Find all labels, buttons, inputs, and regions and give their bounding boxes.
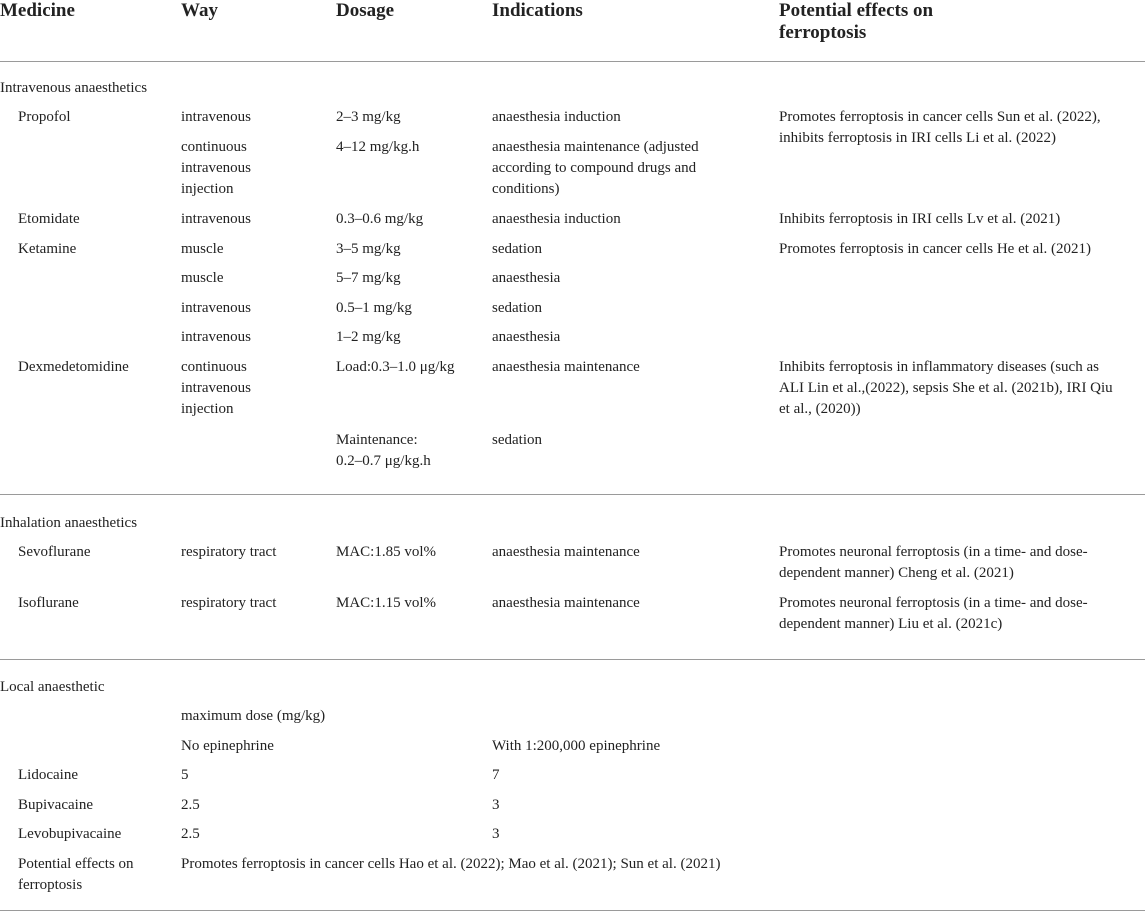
etomidate-effect: Inhibits ferroptosis in IRI cells Lv et al. (2021) — [779, 211, 1061, 227]
etomidate-way: intravenous — [181, 211, 251, 227]
dex-way-line1: continuous — [181, 359, 247, 375]
drug-bupivacaine: Bupivacaine — [18, 797, 93, 813]
propofol-dosage-2: 4–12 mg/kg.h — [336, 139, 420, 155]
local-effects-label-line1: Potential effects on — [18, 856, 134, 872]
levobupivacaine-with-epi: 3 — [492, 826, 500, 842]
local-effects-text: Promotes ferroptosis in cancer cells Hao et al. (2022); Mao et al. (2021); Sun et al. (2021) — [181, 856, 721, 872]
ketamine-dosage-2: 5–7 mg/kg — [336, 270, 401, 286]
propofol-indication-1: anaesthesia induction — [492, 109, 621, 125]
header-divider — [0, 61, 1145, 62]
section-inhalation: Inhalation anaesthetics — [0, 515, 138, 531]
ketamine-indication-2: anaesthesia — [492, 270, 561, 286]
sevoflurane-indication: anaesthesia maintenance — [492, 544, 640, 560]
isoflurane-effect-line1: Promotes neuronal ferroptosis (in a time- and dose- — [779, 595, 1088, 611]
bupivacaine-with-epi: 3 — [492, 797, 500, 813]
header-effects-line2: ferroptosis — [779, 22, 867, 43]
bupivacaine-no-epi: 2.5 — [181, 797, 200, 813]
propofol-indication-2-line1: anaesthesia maintenance (adjusted — [492, 139, 699, 155]
header-way: Way — [181, 0, 218, 21]
local-effects-label-line2: ferroptosis — [18, 877, 83, 893]
ketamine-dosage-1: 3–5 mg/kg — [336, 241, 401, 257]
ketamine-indication-3: sedation — [492, 300, 542, 316]
propofol-way-2-line2: intravenous — [181, 160, 251, 176]
dex-way-line3: injection — [181, 401, 234, 417]
header-dosage: Dosage — [336, 0, 395, 21]
drug-dexmedetomidine: Dexmedetomidine — [18, 359, 129, 375]
dex-indication-1: anaesthesia maintenance — [492, 359, 640, 375]
local-max-dose-label: maximum dose (mg/kg) — [181, 708, 326, 724]
drug-levobupivacaine: Levobupivacaine — [18, 826, 122, 842]
propofol-way-2-line3: injection — [181, 181, 234, 197]
ketamine-way-1: muscle — [181, 241, 224, 257]
drug-isoflurane: Isoflurane — [18, 595, 79, 611]
ketamine-effect: Promotes ferroptosis in cancer cells He et al. (2021) — [779, 241, 1091, 257]
etomidate-dosage: 0.3–0.6 mg/kg — [336, 211, 424, 227]
propofol-dosage-1: 2–3 mg/kg — [336, 109, 401, 125]
sevoflurane-dosage: MAC:1.85 vol% — [336, 544, 437, 560]
dex-dosage-maint-line1: Maintenance: — [336, 432, 418, 448]
propofol-effect-line2: inhibits ferroptosis in IRI cells Li et al. (2022) — [779, 130, 1057, 146]
dex-dosage-maint-line2: 0.2–0.7 μg/kg.h — [336, 453, 431, 469]
drug-propofol: Propofol — [18, 109, 71, 125]
isoflurane-dosage: MAC:1.15 vol% — [336, 595, 437, 611]
etomidate-indication: anaesthesia induction — [492, 211, 621, 227]
isoflurane-effect-line2: dependent manner) Liu et al. (2021c) — [779, 616, 1003, 632]
ketamine-way-3: intravenous — [181, 300, 251, 316]
ketamine-indication-1: sedation — [492, 241, 542, 257]
drug-etomidate: Etomidate — [18, 211, 80, 227]
section-intravenous: Intravenous anaesthetics — [0, 80, 148, 96]
section-local: Local anaesthetic — [0, 679, 105, 695]
dex-indication-2: sedation — [492, 432, 542, 448]
ketamine-way-4: intravenous — [181, 329, 251, 345]
header-indications: Indications — [492, 0, 583, 21]
ketamine-dosage-4: 1–2 mg/kg — [336, 329, 401, 345]
isoflurane-way: respiratory tract — [181, 595, 277, 611]
ketamine-dosage-3: 0.5–1 mg/kg — [336, 300, 412, 316]
section-divider-2 — [0, 659, 1145, 660]
ketamine-way-2: muscle — [181, 270, 224, 286]
propofol-way-2-line1: continuous — [181, 139, 247, 155]
dex-effect-line3: et al., (2020)) — [779, 401, 861, 417]
propofol-indication-2-line2: according to compound drugs and — [492, 160, 697, 176]
table-bottom-rule — [0, 910, 1145, 911]
lidocaine-no-epi: 5 — [181, 767, 189, 783]
drug-lidocaine: Lidocaine — [18, 767, 78, 783]
sevoflurane-effect-line2: dependent manner) Cheng et al. (2021) — [779, 565, 1014, 581]
dex-effect-line1: Inhibits ferroptosis in inflammatory diseases (such as — [779, 359, 1099, 375]
local-no-epi-header: No epinephrine — [181, 738, 274, 754]
isoflurane-indication: anaesthesia maintenance — [492, 595, 640, 611]
propofol-effect-line1: Promotes ferroptosis in cancer cells Sun et al. (2022), — [779, 109, 1101, 125]
drug-ketamine: Ketamine — [18, 241, 77, 257]
levobupivacaine-no-epi: 2.5 — [181, 826, 200, 842]
sevoflurane-way: respiratory tract — [181, 544, 277, 560]
drug-sevoflurane: Sevoflurane — [18, 544, 91, 560]
dex-way-line2: intravenous — [181, 380, 251, 396]
section-divider-1 — [0, 494, 1145, 495]
propofol-indication-2-line3: conditions) — [492, 181, 560, 197]
header-effects-line1: Potential effects on — [779, 0, 934, 21]
dex-dosage-load: Load:0.3–1.0 μg/kg — [336, 359, 455, 375]
header-medicine: Medicine — [0, 0, 75, 21]
dex-effect-line2: ALI Lin et al.,(2022), sepsis She et al. (2021b), IRI Qiu — [779, 380, 1113, 396]
propofol-way-1: intravenous — [181, 109, 251, 125]
lidocaine-with-epi: 7 — [492, 767, 500, 783]
local-with-epi-header: With 1:200,000 epinephrine — [492, 738, 661, 754]
ketamine-indication-4: anaesthesia — [492, 329, 561, 345]
sevoflurane-effect-line1: Promotes neuronal ferroptosis (in a time- and dose- — [779, 544, 1088, 560]
